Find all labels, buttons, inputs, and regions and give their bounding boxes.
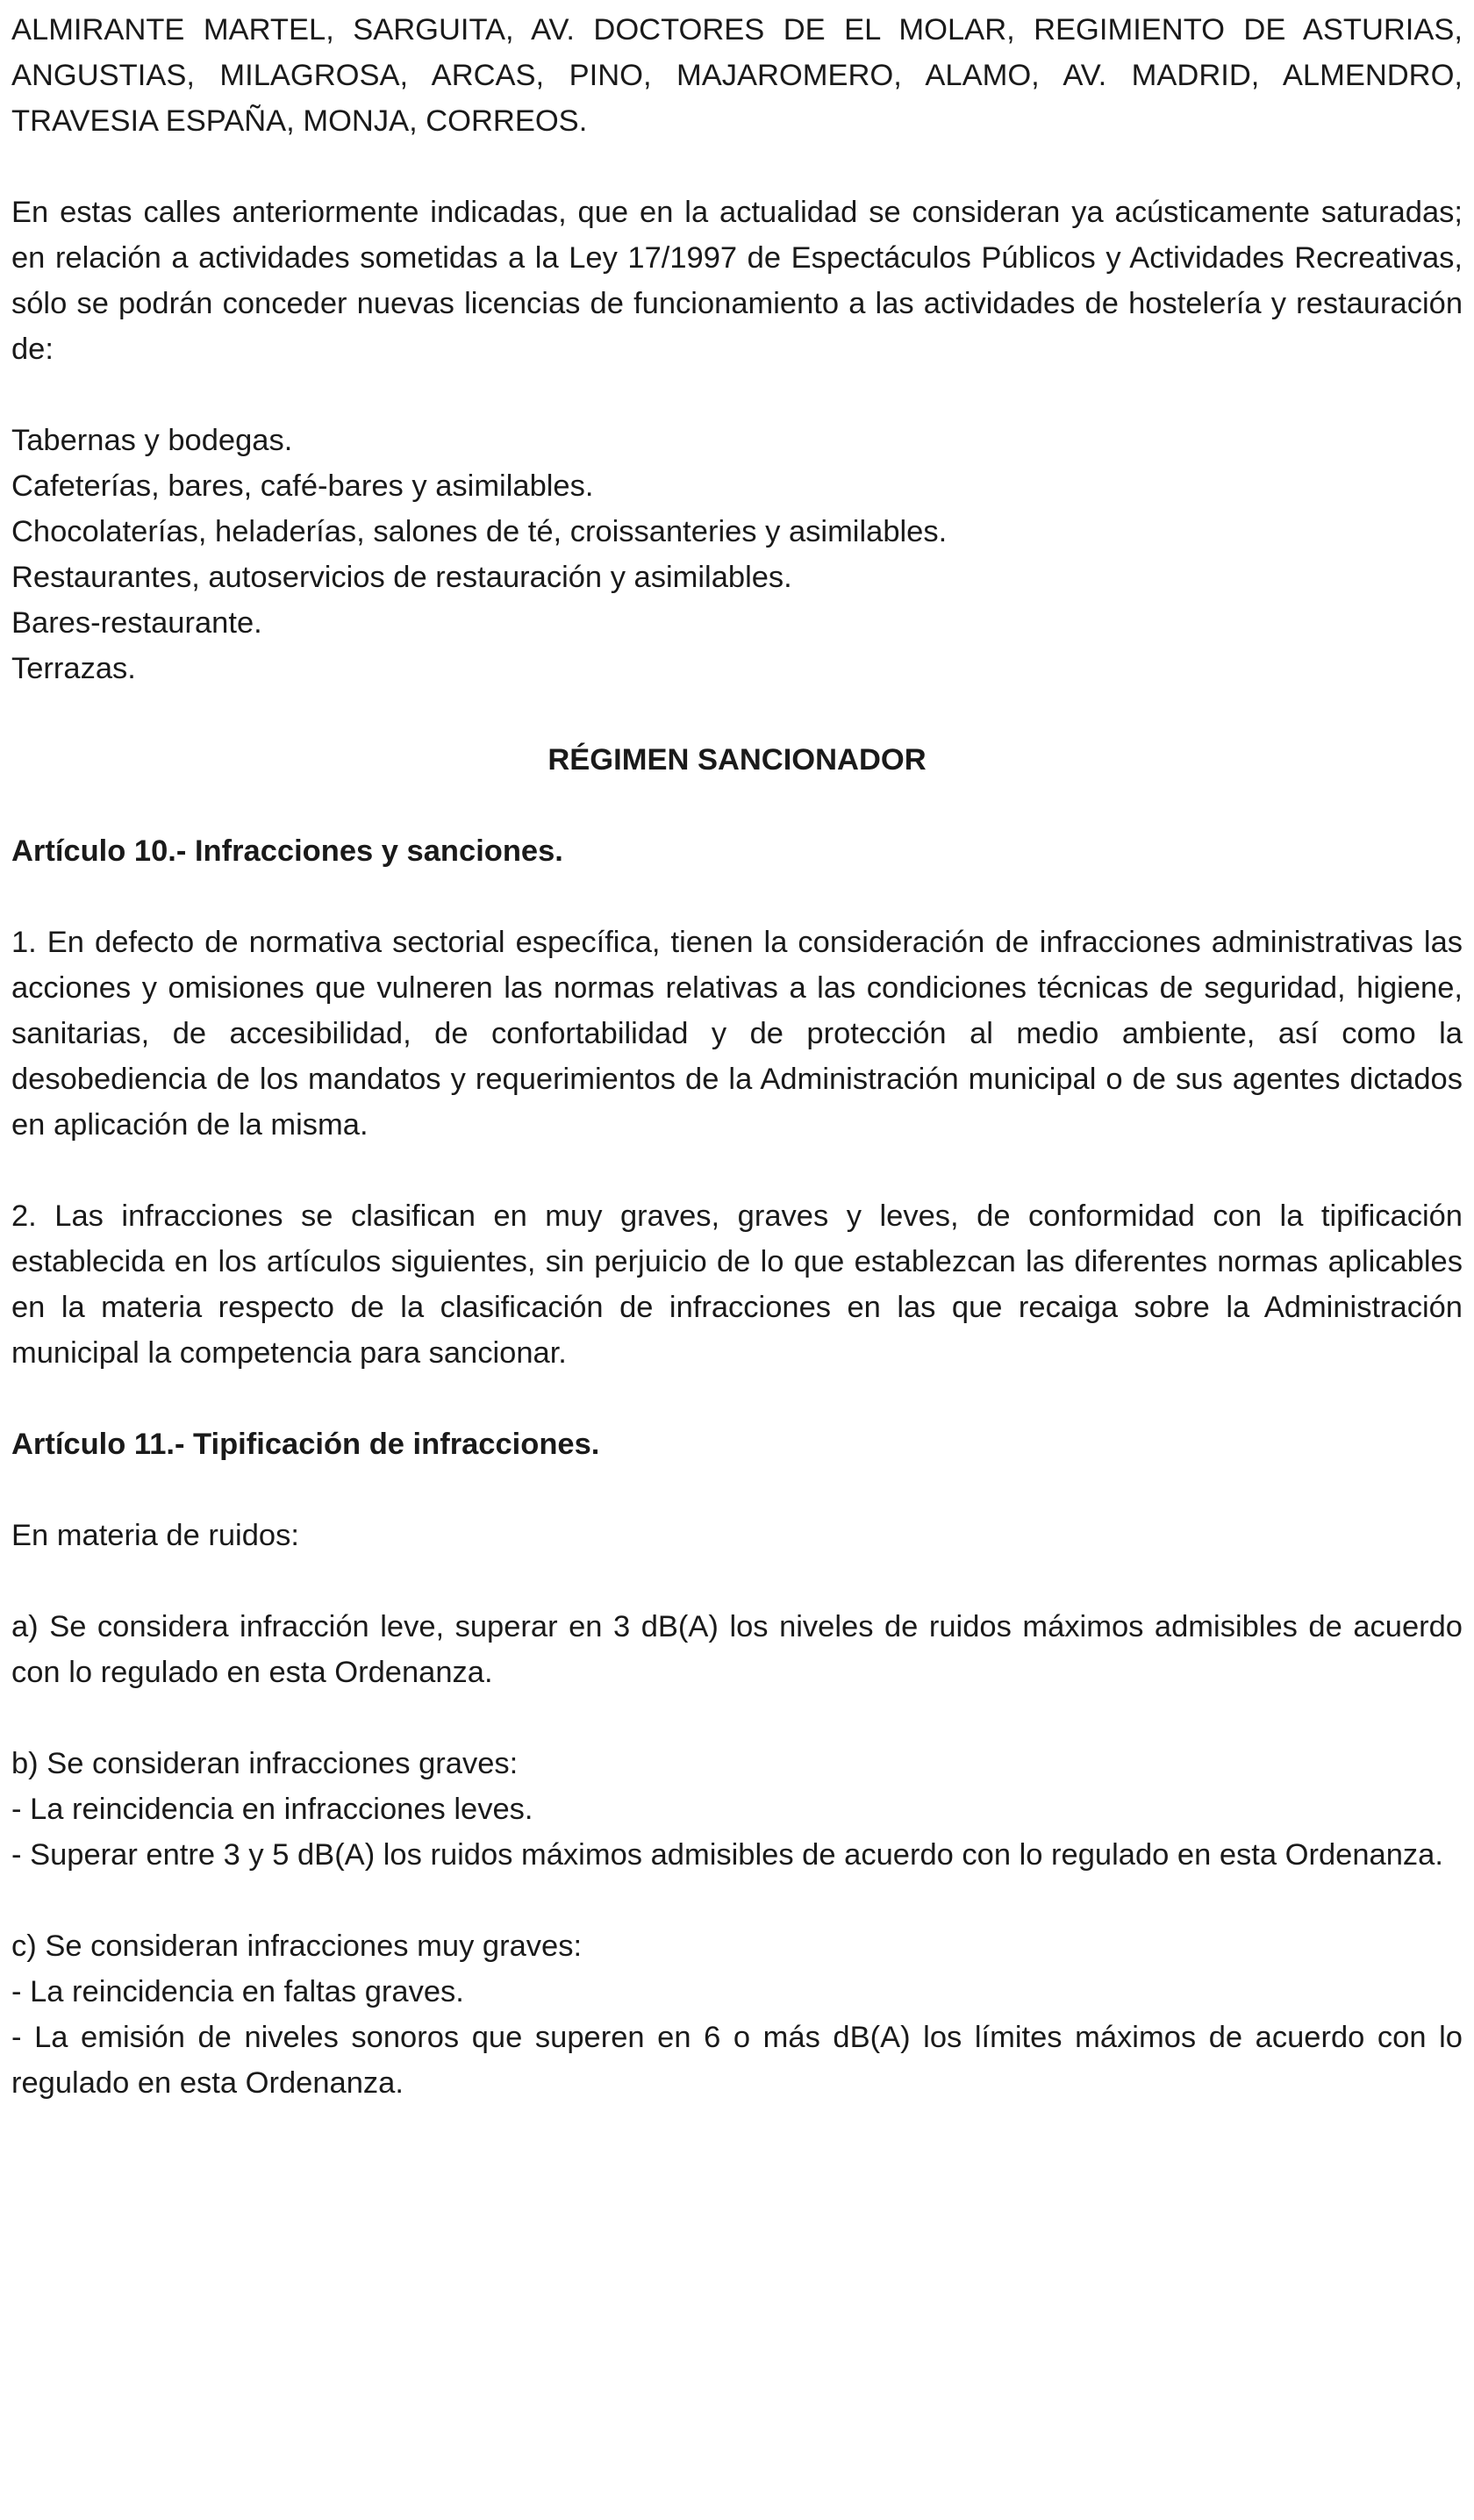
list-item: Restaurantes, autoservicios de restauración y asimilables.: [11, 561, 792, 594]
article-10-paragraph-2: 2. Las infracciones se clasifican en muy graves, graves y leves, de conformidad con la tipificación establecida en los artículos siguientes, sin perjuicio de lo que establezcan las diferentes normas aplicables en la materia respecto de la clasificación de infracciones en las que recaiga sobre la Administración municipal la competencia para sancionar.: [11, 1199, 1463, 1370]
list-item: - La emisión de niveles sonoros que superen en 6 o más dB(A) los límites máximos de acuerdo con lo regulado en esta Ordenanza.: [11, 2021, 1463, 2100]
infraction-graves-title: b) Se consideran infracciones graves:: [11, 1747, 519, 1780]
article-11-intro: En materia de ruidos:: [11, 1519, 299, 1552]
document-page: [11, 7, 1463, 2151]
saturated-streets-paragraph: En estas calles anteriormente indicadas, que en la actualidad se consideran ya acústicamente saturadas; en relación a actividades sometidas a la Ley 17/1997 de Espectáculos Públicos y Actividades Recreativas, sólo se podrán conceder nuevas licencias de funcionamiento a las actividades de hostelería y restauración de:: [11, 196, 1463, 366]
street-list-paragraph: ALMIRANTE MARTEL, SARGUITA, AV. DOCTORES DE EL MOLAR, REGIMIENTO DE ASTURIAS, ANGUSTIAS, MILAGROSA, ARCAS, PINO, MAJAROMERO, ALAMO, AV. MADRID, ALMENDRO, TRAVESIA ESPAÑA, MONJA, CORREOS.: [11, 13, 1463, 138]
infraction-muy-graves-block: [11, 1923, 1463, 2106]
list-item: - La reincidencia en faltas graves.: [11, 1975, 464, 2008]
list-item: Terrazas.: [11, 652, 136, 685]
article-10-title: Artículo 10.- Infracciones y sanciones.: [11, 834, 563, 868]
list-item: - La reincidencia en infracciones leves.: [11, 1793, 533, 1826]
list-item: - Superar entre 3 y 5 dB(A) los ruidos máximos admisibles de acuerdo con lo regulado en esta Ordenanza.: [11, 1838, 1443, 1872]
infraction-graves-block: [11, 1741, 1463, 1878]
article-11-title: Artículo 11.- Tipificación de infracciones.: [11, 1428, 600, 1461]
list-item: Chocolaterías, heladerías, salones de té, croissanteries y asimilables.: [11, 515, 948, 548]
activity-list: [11, 418, 1463, 691]
infraction-muy-graves-title: c) Se consideran infracciones muy graves:: [11, 1929, 583, 1963]
list-item: Tabernas y bodegas.: [11, 424, 293, 457]
list-item: Cafeterías, bares, café-bares y asimilables.: [11, 469, 594, 503]
infraction-leve-paragraph: a) Se considera infracción leve, superar en 3 dB(A) los niveles de ruidos máximos admisibles de acuerdo con lo regulado en esta Ordenanza.: [11, 1610, 1463, 1689]
section-title: RÉGIMEN SANCIONADOR: [547, 743, 927, 777]
article-10-paragraph-1: 1. En defecto de normativa sectorial específica, tienen la consideración de infracciones administrativas las acciones y omisiones que vulneren las normas relativas a las condiciones técnicas de seguridad, higiene, sanitarias, de accesibilidad, de confortabilidad y de protección al medio ambiente, así como la desobediencia de los mandatos y requerimientos de la Administración municipal o de sus agentes dictados en aplicación de la misma.: [11, 926, 1463, 1142]
list-item: Bares-restaurante.: [11, 606, 262, 640]
